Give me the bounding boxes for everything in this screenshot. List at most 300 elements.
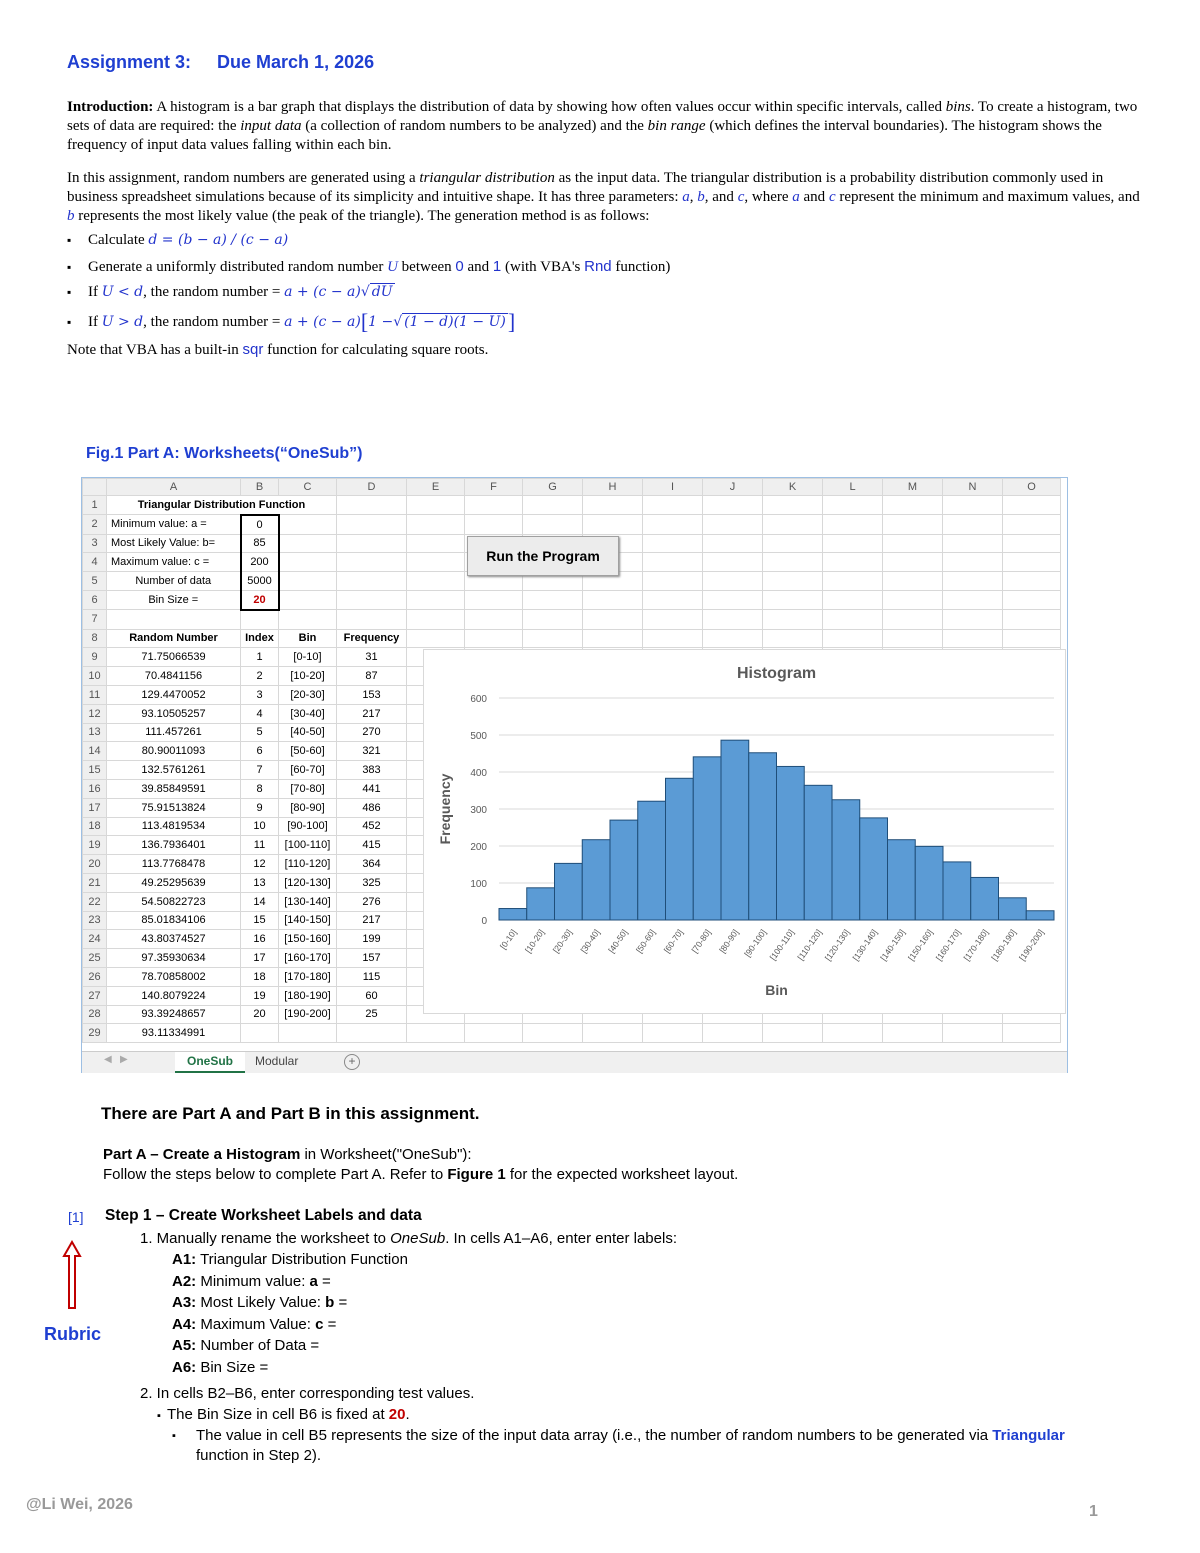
random-number-cell[interactable]: 43.80374527 bbox=[107, 930, 241, 949]
cell[interactable] bbox=[583, 590, 643, 609]
random-number-cell[interactable]: 93.39248657 bbox=[107, 1005, 241, 1024]
cell[interactable] bbox=[1003, 553, 1061, 572]
cell-label-item bbox=[172, 1249, 408, 1271]
frequency-cell[interactable]: 270 bbox=[337, 723, 407, 742]
cell[interactable] bbox=[943, 515, 1003, 534]
parameter-value-cell[interactable]: 0 bbox=[241, 515, 279, 534]
cell[interactable] bbox=[583, 629, 643, 648]
bin-cell[interactable]: [110-120] bbox=[279, 855, 337, 874]
cell[interactable] bbox=[523, 515, 583, 534]
table-header-cell[interactable]: Random Number bbox=[107, 629, 241, 648]
column-header[interactable]: A bbox=[107, 479, 241, 496]
index-cell[interactable]: 17 bbox=[241, 949, 279, 968]
row-header[interactable]: 24 bbox=[83, 930, 107, 949]
bin-cell[interactable]: [20-30] bbox=[279, 685, 337, 704]
cell[interactable] bbox=[279, 534, 337, 553]
row-header[interactable]: 10 bbox=[83, 667, 107, 686]
cell[interactable] bbox=[407, 1024, 465, 1043]
index-cell[interactable]: 18 bbox=[241, 967, 279, 986]
cell[interactable] bbox=[823, 496, 883, 515]
parameter-label-cell[interactable]: Bin Size = bbox=[107, 590, 241, 609]
column-header[interactable]: E bbox=[407, 479, 465, 496]
frequency-cell[interactable]: 325 bbox=[337, 873, 407, 892]
sheet-title-cell[interactable]: Triangular Distribution Function bbox=[107, 496, 337, 515]
cell[interactable] bbox=[763, 534, 823, 553]
cell[interactable] bbox=[763, 553, 823, 572]
cell[interactable] bbox=[337, 496, 407, 515]
column-header[interactable]: L bbox=[823, 479, 883, 496]
frequency-cell[interactable]: 217 bbox=[337, 704, 407, 723]
row-header[interactable]: 17 bbox=[83, 798, 107, 817]
cell[interactable] bbox=[823, 553, 883, 572]
column-header[interactable]: N bbox=[943, 479, 1003, 496]
row-header[interactable]: 14 bbox=[83, 742, 107, 761]
frequency-cell[interactable]: 153 bbox=[337, 685, 407, 704]
bin-cell[interactable]: [40-50] bbox=[279, 723, 337, 742]
cell[interactable] bbox=[643, 610, 703, 629]
cell[interactable] bbox=[465, 515, 523, 534]
index-cell[interactable]: 7 bbox=[241, 761, 279, 780]
part-a-title: Part A – Create a Histogram bbox=[103, 1146, 301, 1163]
cell[interactable] bbox=[763, 572, 823, 591]
bin-cell[interactable]: [70-80] bbox=[279, 779, 337, 798]
cell[interactable] bbox=[407, 553, 465, 572]
row-header[interactable]: 5 bbox=[83, 572, 107, 591]
parameter-label-cell[interactable]: Number of data bbox=[107, 572, 241, 591]
random-number-cell[interactable]: 85.01834106 bbox=[107, 911, 241, 930]
cell[interactable] bbox=[823, 610, 883, 629]
frequency-cell[interactable]: 415 bbox=[337, 836, 407, 855]
random-number-cell[interactable]: 75.91513824 bbox=[107, 798, 241, 817]
sheet-row bbox=[83, 1024, 1061, 1043]
bin-cell[interactable]: [100-110] bbox=[279, 836, 337, 855]
table-header-cell[interactable]: Index bbox=[241, 629, 279, 648]
cell-label-var: c bbox=[315, 1315, 324, 1333]
cell[interactable] bbox=[943, 496, 1003, 515]
add-sheet-icon[interactable]: + bbox=[344, 1054, 360, 1070]
x-tick-label: [90-100] bbox=[742, 927, 769, 959]
column-header[interactable]: K bbox=[763, 479, 823, 496]
cell[interactable] bbox=[763, 629, 823, 648]
row-header[interactable]: 4 bbox=[83, 553, 107, 572]
cell[interactable] bbox=[279, 1024, 337, 1043]
frequency-cell[interactable]: 115 bbox=[337, 967, 407, 986]
cell[interactable] bbox=[763, 1024, 823, 1043]
cell[interactable] bbox=[465, 1024, 523, 1043]
table-header-cell[interactable]: Bin bbox=[279, 629, 337, 648]
due-date: Due March 1, 2026 bbox=[217, 52, 375, 72]
para-text: In this assignment, random numbers are generated using a bbox=[67, 170, 420, 186]
cell[interactable] bbox=[883, 572, 943, 591]
cell[interactable] bbox=[643, 1024, 703, 1043]
cell[interactable] bbox=[407, 515, 465, 534]
cell[interactable] bbox=[703, 590, 763, 609]
column-header[interactable]: C bbox=[279, 479, 337, 496]
cell[interactable] bbox=[943, 534, 1003, 553]
histogram-bar bbox=[555, 863, 583, 920]
formula-part: a + (c − a) bbox=[284, 314, 361, 330]
parameter-label-cell[interactable]: Minimum value: a = bbox=[107, 515, 241, 534]
cell-ref: A2: bbox=[172, 1272, 197, 1290]
random-number-cell[interactable]: 70.4841156 bbox=[107, 667, 241, 686]
histogram-bar bbox=[915, 846, 943, 920]
figure-caption: Fig.1 Part A: Worksheets(“OneSub”) bbox=[86, 445, 363, 462]
row-header[interactable]: 6 bbox=[83, 590, 107, 609]
cell[interactable] bbox=[883, 1024, 943, 1043]
random-number-cell[interactable]: 113.7768478 bbox=[107, 855, 241, 874]
x-tick-label: [110-120] bbox=[795, 927, 824, 963]
frequency-cell[interactable]: 199 bbox=[337, 930, 407, 949]
row-header[interactable]: 18 bbox=[83, 817, 107, 836]
cell[interactable] bbox=[337, 1024, 407, 1043]
cell[interactable] bbox=[465, 496, 523, 515]
index-cell[interactable]: 20 bbox=[241, 1005, 279, 1024]
frequency-cell[interactable]: 25 bbox=[337, 1005, 407, 1024]
bin-cell[interactable]: [180-190] bbox=[279, 986, 337, 1005]
cell[interactable] bbox=[823, 590, 883, 609]
x-tick-label: [20-30] bbox=[550, 927, 575, 955]
index-cell[interactable]: 5 bbox=[241, 723, 279, 742]
frequency-cell[interactable]: 321 bbox=[337, 742, 407, 761]
bin-cell[interactable]: [190-200] bbox=[279, 1005, 337, 1024]
cell[interactable] bbox=[643, 553, 703, 572]
cell[interactable] bbox=[583, 610, 643, 629]
random-number-cell[interactable]: 113.4819534 bbox=[107, 817, 241, 836]
cell[interactable] bbox=[943, 590, 1003, 609]
cell[interactable] bbox=[943, 629, 1003, 648]
row-header[interactable]: 22 bbox=[83, 892, 107, 911]
cell[interactable] bbox=[337, 534, 407, 553]
frequency-cell[interactable]: 486 bbox=[337, 798, 407, 817]
index-cell[interactable]: 9 bbox=[241, 798, 279, 817]
sqrt-du: dU bbox=[371, 284, 393, 300]
step-text: . In cells A1–A6, enter enter labels: bbox=[445, 1230, 677, 1247]
cell[interactable] bbox=[583, 1024, 643, 1043]
note-text: . bbox=[405, 1406, 410, 1423]
cell[interactable] bbox=[465, 629, 523, 648]
index-cell[interactable]: 14 bbox=[241, 892, 279, 911]
random-number-cell[interactable]: 78.70858002 bbox=[107, 967, 241, 986]
cell[interactable] bbox=[465, 590, 523, 609]
cell[interactable] bbox=[883, 590, 943, 609]
tab-modular[interactable]: Modular bbox=[255, 1054, 299, 1068]
x-tick-label: [150-160] bbox=[905, 927, 935, 963]
row-header[interactable]: 12 bbox=[83, 704, 107, 723]
cell[interactable] bbox=[337, 572, 407, 591]
cell[interactable] bbox=[763, 496, 823, 515]
row-header[interactable]: 7 bbox=[83, 610, 107, 629]
random-number-cell[interactable]: 49.25295639 bbox=[107, 873, 241, 892]
index-cell[interactable]: 1 bbox=[241, 648, 279, 667]
cell[interactable] bbox=[823, 515, 883, 534]
rnd-function: Rnd bbox=[584, 258, 612, 275]
parameter-value-cell[interactable]: 20 bbox=[241, 590, 279, 609]
random-number-cell[interactable]: 140.8079224 bbox=[107, 986, 241, 1005]
index-cell[interactable]: 2 bbox=[241, 667, 279, 686]
column-header[interactable]: G bbox=[523, 479, 583, 496]
bullet-text: If bbox=[88, 314, 102, 330]
cell[interactable] bbox=[523, 590, 583, 609]
cell[interactable] bbox=[1003, 610, 1061, 629]
cell[interactable] bbox=[523, 1024, 583, 1043]
histogram-bar bbox=[610, 820, 638, 920]
cell[interactable] bbox=[241, 1024, 279, 1043]
random-number-cell[interactable]: 54.50822723 bbox=[107, 892, 241, 911]
bin-cell[interactable]: [30-40] bbox=[279, 704, 337, 723]
column-header[interactable]: O bbox=[1003, 479, 1061, 496]
table-header-cell[interactable]: Frequency bbox=[337, 629, 407, 648]
random-number-cell[interactable]: 129.4470052 bbox=[107, 685, 241, 704]
bullet-text: Generate a uniformly distributed random number bbox=[88, 259, 388, 275]
histogram-bar bbox=[1026, 911, 1054, 920]
column-header[interactable]: J bbox=[703, 479, 763, 496]
cell[interactable] bbox=[1003, 496, 1061, 515]
row-header[interactable]: 29 bbox=[83, 1024, 107, 1043]
parameter-value-cell[interactable]: 85 bbox=[241, 534, 279, 553]
cell[interactable] bbox=[703, 610, 763, 629]
cell[interactable] bbox=[883, 629, 943, 648]
bin-cell[interactable]: [0-10] bbox=[279, 648, 337, 667]
bin-cell[interactable]: [60-70] bbox=[279, 761, 337, 780]
cell[interactable] bbox=[523, 629, 583, 648]
row-header[interactable]: 27 bbox=[83, 986, 107, 1005]
row-header[interactable]: 8 bbox=[83, 629, 107, 648]
random-number-cell[interactable]: 111.457261 bbox=[107, 723, 241, 742]
cell[interactable] bbox=[465, 610, 523, 629]
row-header[interactable]: 15 bbox=[83, 761, 107, 780]
cell[interactable] bbox=[883, 515, 943, 534]
row-header[interactable]: 11 bbox=[83, 685, 107, 704]
cell[interactable] bbox=[703, 515, 763, 534]
cell[interactable] bbox=[279, 515, 337, 534]
index-cell[interactable]: 15 bbox=[241, 911, 279, 930]
intro-label: Introduction: bbox=[67, 99, 154, 115]
tab-onesub[interactable]: OneSub bbox=[175, 1052, 245, 1073]
bin-cell[interactable]: [150-160] bbox=[279, 930, 337, 949]
cell[interactable] bbox=[279, 590, 337, 609]
cell[interactable] bbox=[703, 572, 763, 591]
cell[interactable] bbox=[703, 629, 763, 648]
bin-cell[interactable]: [80-90] bbox=[279, 798, 337, 817]
cell[interactable] bbox=[643, 572, 703, 591]
row-header[interactable]: 28 bbox=[83, 1005, 107, 1024]
cell[interactable] bbox=[703, 534, 763, 553]
input-data-term: input data bbox=[240, 118, 302, 134]
row-header[interactable]: 1 bbox=[83, 496, 107, 515]
cell[interactable] bbox=[643, 629, 703, 648]
cell[interactable] bbox=[763, 590, 823, 609]
row-header[interactable]: 16 bbox=[83, 779, 107, 798]
frequency-cell[interactable]: 60 bbox=[337, 986, 407, 1005]
frequency-cell[interactable]: 31 bbox=[337, 648, 407, 667]
cell[interactable] bbox=[407, 629, 465, 648]
cell[interactable] bbox=[943, 610, 1003, 629]
cell[interactable] bbox=[407, 496, 465, 515]
cell[interactable] bbox=[337, 515, 407, 534]
cell[interactable] bbox=[523, 610, 583, 629]
random-number-cell[interactable]: 132.5761261 bbox=[107, 761, 241, 780]
row-header[interactable]: 20 bbox=[83, 855, 107, 874]
y-tick-label: 300 bbox=[470, 805, 487, 816]
cell[interactable] bbox=[763, 515, 823, 534]
cell[interactable] bbox=[883, 553, 943, 572]
x-tick-label: [120-130] bbox=[822, 927, 852, 963]
sheet-name: OneSub bbox=[390, 1230, 446, 1247]
cell[interactable] bbox=[703, 1024, 763, 1043]
cell[interactable] bbox=[703, 496, 763, 515]
distribution-paragraph: In this assignment, random numbers are generated using a triangular distribution as the input data. The triangular distribution is a probability distribution commonly used in business spreadsheet simulations because of its simplicity and intuitive shape. It has three parameters: a, b, and c, where a and c represent the minimum and maximum values, and b represents the most likely value (the peak of the triangle). The generation method is as follows: bbox=[67, 170, 1140, 224]
index-cell[interactable]: 6 bbox=[241, 742, 279, 761]
bin-cell[interactable]: [140-150] bbox=[279, 911, 337, 930]
cell[interactable] bbox=[1003, 1024, 1061, 1043]
cell[interactable] bbox=[823, 572, 883, 591]
index-cell[interactable]: 11 bbox=[241, 836, 279, 855]
cell[interactable] bbox=[1003, 534, 1061, 553]
cell[interactable] bbox=[337, 610, 407, 629]
y-tick-label: 0 bbox=[481, 916, 487, 927]
bin-cell[interactable]: [10-20] bbox=[279, 667, 337, 686]
cell[interactable] bbox=[883, 496, 943, 515]
cell[interactable] bbox=[407, 610, 465, 629]
column-header[interactable]: D bbox=[337, 479, 407, 496]
random-number-cell[interactable]: 93.11334991 bbox=[107, 1024, 241, 1043]
parameter-value-cell[interactable]: 200 bbox=[241, 553, 279, 572]
frequency-cell[interactable]: 441 bbox=[337, 779, 407, 798]
bin-size-value: 20 bbox=[388, 1406, 406, 1423]
index-cell[interactable]: 12 bbox=[241, 855, 279, 874]
random-number-cell[interactable]: 97.35930634 bbox=[107, 949, 241, 968]
frequency-cell[interactable]: 452 bbox=[337, 817, 407, 836]
cell[interactable] bbox=[643, 590, 703, 609]
cell[interactable] bbox=[1003, 515, 1061, 534]
frequency-cell[interactable]: 157 bbox=[337, 949, 407, 968]
frequency-cell[interactable]: 383 bbox=[337, 761, 407, 780]
cell[interactable] bbox=[1003, 590, 1061, 609]
assignment-title bbox=[67, 52, 374, 73]
bin-cell[interactable]: [50-60] bbox=[279, 742, 337, 761]
row-header[interactable]: 25 bbox=[83, 949, 107, 968]
sheet-row bbox=[83, 629, 1061, 648]
cell[interactable] bbox=[643, 515, 703, 534]
parameter-label-cell[interactable]: Most Likely Value: b= bbox=[107, 534, 241, 553]
column-header[interactable]: F bbox=[465, 479, 523, 496]
cell[interactable] bbox=[883, 534, 943, 553]
frequency-cell[interactable]: 217 bbox=[337, 911, 407, 930]
cell[interactable] bbox=[279, 610, 337, 629]
cell[interactable] bbox=[763, 610, 823, 629]
bin-cell[interactable]: [90-100] bbox=[279, 817, 337, 836]
cell[interactable] bbox=[883, 610, 943, 629]
cell[interactable] bbox=[1003, 572, 1061, 591]
parameter-label-cell[interactable]: Maximum value: c = bbox=[107, 553, 241, 572]
bullet-text: (with VBA's bbox=[501, 259, 585, 275]
random-number-cell[interactable]: 71.75066539 bbox=[107, 648, 241, 667]
cell[interactable] bbox=[703, 553, 763, 572]
row-header[interactable]: 23 bbox=[83, 911, 107, 930]
index-cell[interactable]: 19 bbox=[241, 986, 279, 1005]
cell[interactable] bbox=[279, 572, 337, 591]
column-header[interactable]: B bbox=[241, 479, 279, 496]
column-header[interactable]: H bbox=[583, 479, 643, 496]
index-cell[interactable]: 3 bbox=[241, 685, 279, 704]
cell[interactable] bbox=[107, 610, 241, 629]
x-tick-label: [100-110] bbox=[767, 927, 797, 963]
cell[interactable] bbox=[1003, 629, 1061, 648]
cell[interactable] bbox=[823, 629, 883, 648]
row-header[interactable]: 3 bbox=[83, 534, 107, 553]
row-header[interactable]: 9 bbox=[83, 648, 107, 667]
x-tick-label: [140-150] bbox=[878, 927, 908, 963]
cell[interactable] bbox=[583, 496, 643, 515]
row-header[interactable]: 2 bbox=[83, 515, 107, 534]
cell[interactable] bbox=[523, 496, 583, 515]
frequency-cell[interactable]: 87 bbox=[337, 667, 407, 686]
row-header[interactable]: 21 bbox=[83, 873, 107, 892]
histogram-bar bbox=[499, 909, 527, 920]
cell-label-text: Most Likely Value: bbox=[196, 1294, 326, 1311]
parameter-value-cell[interactable]: 5000 bbox=[241, 572, 279, 591]
row-header[interactable]: 19 bbox=[83, 836, 107, 855]
x-tick-label: [80-90] bbox=[717, 927, 741, 955]
cell[interactable] bbox=[337, 553, 407, 572]
cell[interactable] bbox=[407, 590, 465, 609]
sheet-row bbox=[83, 496, 1061, 515]
cell[interactable] bbox=[279, 553, 337, 572]
index-cell[interactable]: 4 bbox=[241, 704, 279, 723]
cell[interactable] bbox=[823, 1024, 883, 1043]
cell[interactable] bbox=[583, 515, 643, 534]
index-cell[interactable]: 13 bbox=[241, 873, 279, 892]
row-header[interactable]: 13 bbox=[83, 723, 107, 742]
bin-cell[interactable]: [160-170] bbox=[279, 949, 337, 968]
bin-cell[interactable]: [170-180] bbox=[279, 967, 337, 986]
cell[interactable] bbox=[241, 610, 279, 629]
cell[interactable] bbox=[823, 534, 883, 553]
frequency-cell[interactable]: 364 bbox=[337, 855, 407, 874]
cell-label-text: Minimum value: bbox=[196, 1272, 310, 1290]
column-header[interactable]: M bbox=[883, 479, 943, 496]
cell[interactable] bbox=[407, 534, 465, 553]
cell[interactable] bbox=[943, 553, 1003, 572]
rubric-points: [1] bbox=[68, 1209, 84, 1225]
run-program-button[interactable]: Run the Program bbox=[467, 536, 619, 576]
cell[interactable] bbox=[407, 572, 465, 591]
column-header[interactable]: I bbox=[643, 479, 703, 496]
x-axis-label: Bin bbox=[765, 982, 788, 998]
cell[interactable] bbox=[943, 572, 1003, 591]
bin-cell[interactable]: [130-140] bbox=[279, 892, 337, 911]
row-header[interactable]: 26 bbox=[83, 967, 107, 986]
cell[interactable] bbox=[643, 534, 703, 553]
cell[interactable] bbox=[943, 1024, 1003, 1043]
cell[interactable] bbox=[643, 496, 703, 515]
tab-nav-arrows-icon[interactable]: ◀ ▶ bbox=[104, 1054, 128, 1065]
cell[interactable] bbox=[337, 590, 407, 609]
histogram-bar bbox=[943, 862, 971, 920]
random-number-cell[interactable]: 136.7936401 bbox=[107, 836, 241, 855]
random-number-cell[interactable]: 93.10505257 bbox=[107, 704, 241, 723]
index-cell[interactable]: 10 bbox=[241, 817, 279, 836]
note-text: The Bin Size in cell B6 is fixed at bbox=[167, 1406, 389, 1423]
frequency-cell[interactable]: 276 bbox=[337, 892, 407, 911]
cell-label-eq: = bbox=[323, 1315, 337, 1333]
select-all-corner[interactable] bbox=[83, 479, 107, 496]
random-number-cell[interactable]: 80.90011093 bbox=[107, 742, 241, 761]
index-cell[interactable]: 8 bbox=[241, 779, 279, 798]
index-cell[interactable]: 16 bbox=[241, 930, 279, 949]
random-number-cell[interactable]: 39.85849591 bbox=[107, 779, 241, 798]
bin-cell[interactable]: [120-130] bbox=[279, 873, 337, 892]
